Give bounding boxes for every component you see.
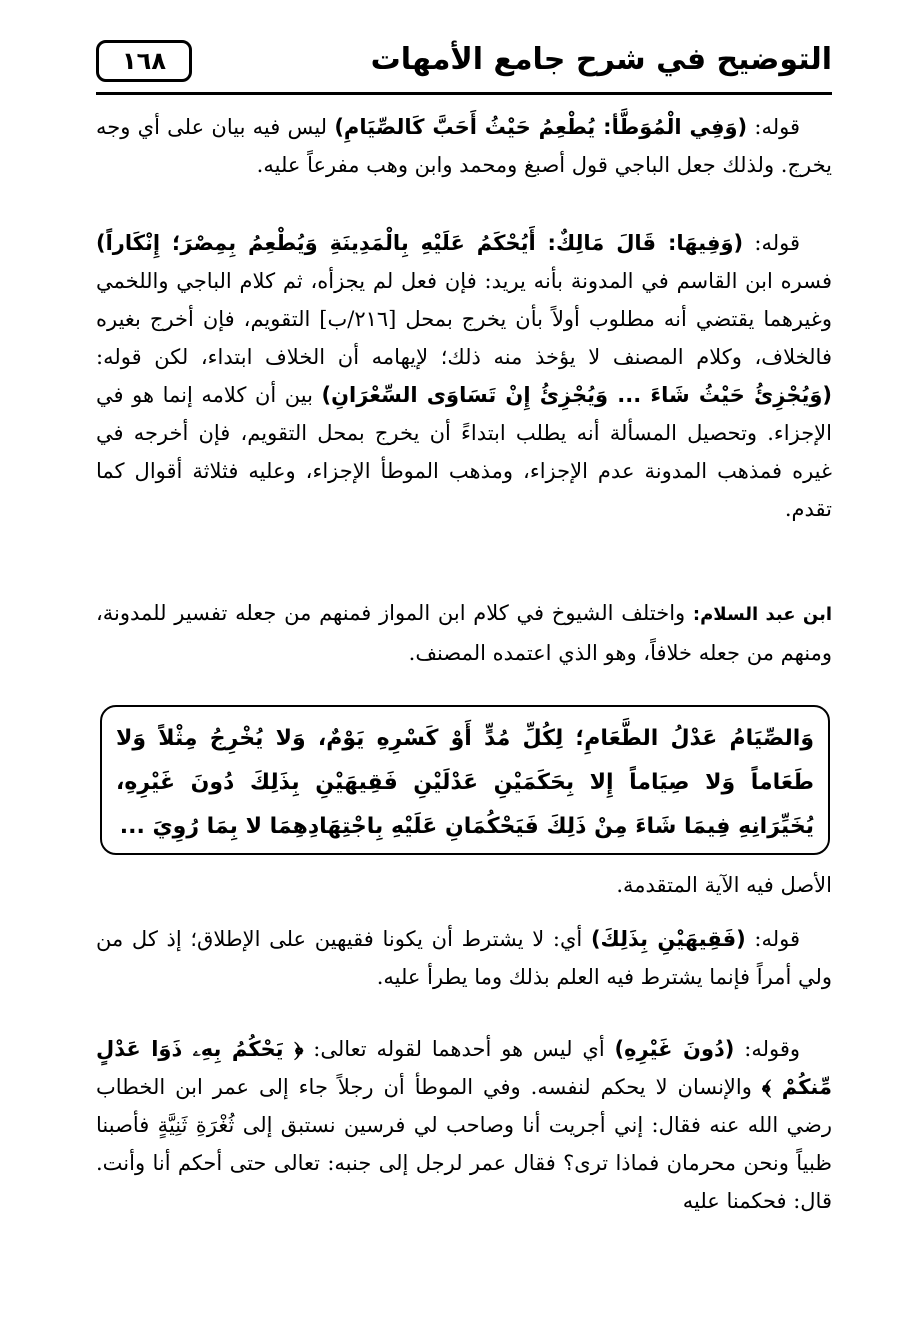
paragraph-2-text: فسره ابن القاسم في المدونة بأنه يريد: فإن فعل لم يجزأه، ثم كلام الباجي واللخمي وغيرهما يقتضي أنه مطلوب أولاً بأن يخرج بمحل [٢١٦/ب] التقويم، فإن أخرج بغيره فالخلاف، وكلام المصنف لا يؤخذ منه ذلك؛ لإيهامه أن الخلاف ابتداء، لكن قوله: <box>96 269 832 369</box>
paragraph-6-text-2: والإنسان لا يحكم لنفسه. وفي الموطأ أن رجلاً جاء إلى عمر ابن الخطاب رضي الله عنه فقال: إني أجريت أنا وصاحب لي فرسين نستبق إلى ثُغْرَةِ ثَنِيَّةٍ فأصبنا ظبياً ونحن محرمان فماذا ترى؟ فقال عمر لرجل إلى جنبه: تعالى حتى أحكم أنا وأنت. قال: فحكمنا عليه <box>96 1075 832 1213</box>
header-rule <box>96 92 832 95</box>
paragraph-2-quote-2: (وَيُجْزِئُ حَيْثُ شَاءَ ... وَيُجْزِئُ إِنْ تَسَاوَى السِّعْرَانِ) <box>321 383 832 407</box>
paragraph-2-lead: قوله: <box>743 231 800 255</box>
paragraph-2 <box>96 224 832 528</box>
running-title: التوضيح في شرح جامع الأمهات <box>370 42 832 77</box>
page-header <box>96 28 832 88</box>
paragraph-1-quote: (وَفِي الْمُوَطَّأ: يُطْعِمُ حَيْثُ أَحَبَّ كَالصِّيَامِ) <box>334 115 748 139</box>
paragraph-5-quote: (فَقِيهَيْنِ بِذَلِكَ) <box>590 927 746 951</box>
paragraph-5 <box>96 920 832 996</box>
paragraph-3-text: واختلف الشيوخ في كلام ابن المواز فمنهم من جعله تفسير للمدونة، ومنهم من جعله خلافاً، وهو الذي اعتمده المصنف. <box>96 601 832 665</box>
paragraph-2-quote: (وَفِيهَا: قَالَ مَالِكٌ: أَيُحْكَمُ عَلَيْهِ بِالْمَدِينَةِ وَيُطْعِمُ بِمِصْرَ؛ إِنْكَاراً) <box>96 231 744 255</box>
commentary-upper <box>96 108 832 668</box>
paragraph-5-text: أي: لا يشترط أن يكونا فقيهين على الإطلاق؛ إذ كل من ولي أمراً فإنما يشترط فيه العلم بذلك وما يطرأ عليه. <box>96 927 832 989</box>
paragraph-1 <box>96 108 832 184</box>
quran-verse: ﴿ يَحْكُمُ بِهِۦ ذَوَا عَدْلٍ مِّنكُمْ ﴾ <box>96 1037 832 1099</box>
paragraph-6 <box>96 1030 832 1220</box>
paragraph-6-lead: وقوله: <box>734 1037 801 1061</box>
paragraph-1-text: ليس فيه بيان على أي وجه يخرج. ولذلك جعل الباجي قول أصبغ ومحمد وابن وهب مفرعاً عليه. <box>96 115 832 177</box>
paragraph-4-text: الأصل فيه الآية المتقدمة. <box>616 873 832 897</box>
matn-text: وَالصِّيَامُ عَدْلُ الطَّعَامِ؛ لِكُلِّ مُدٍّ أَوْ كَسْرِهِ يَوْمٌ، وَلا يُخْرِجُ مِثْلاً وَلا طَعَاماً وَلا صِيَاماً إِلا بِحَكَمَيْنِ عَدْلَيْنِ فَقِيهَيْنِ بِذَلِكَ دُونَ غَيْرِهِ، يُخَيِّرَانِهِ فِيمَا شَاءَ مِنْ ذَلِكَ فَيَحْكُمَانِ عَلَيْهِ بِاجْتِهَادِهِمَا لا بِمَا رُوِيَ ... <box>116 726 814 839</box>
speaker-label: ابن عبد السلام: <box>692 604 832 625</box>
page-number: ١٦٨ <box>96 40 192 82</box>
commentary-lower <box>96 866 832 1296</box>
matn-box <box>100 705 830 855</box>
paragraph-4 <box>96 866 832 904</box>
paragraph-1-lead: قوله: <box>747 115 801 139</box>
paragraph-3 <box>96 594 832 672</box>
paragraph-5-lead: قوله: <box>745 927 800 951</box>
paragraph-6-quote: (دُونَ غَيْرِهِ) <box>614 1037 735 1061</box>
paragraph-6-text: أي ليس هو أحدهما لقوله تعالى: <box>303 1037 615 1061</box>
paragraph-2-text-2: بين أن كلامه إنما هو في الإجزاء. وتحصيل المسألة أنه يطلب ابتداءً أن يخرج بمحل التقويم، فإن أخرجه في غيره فمذهب المدونة عدم الإجزاء، ومذهب الموطأ الإجزاء، وعليه فثلاثة أقوال كما تقدم. <box>96 383 832 521</box>
